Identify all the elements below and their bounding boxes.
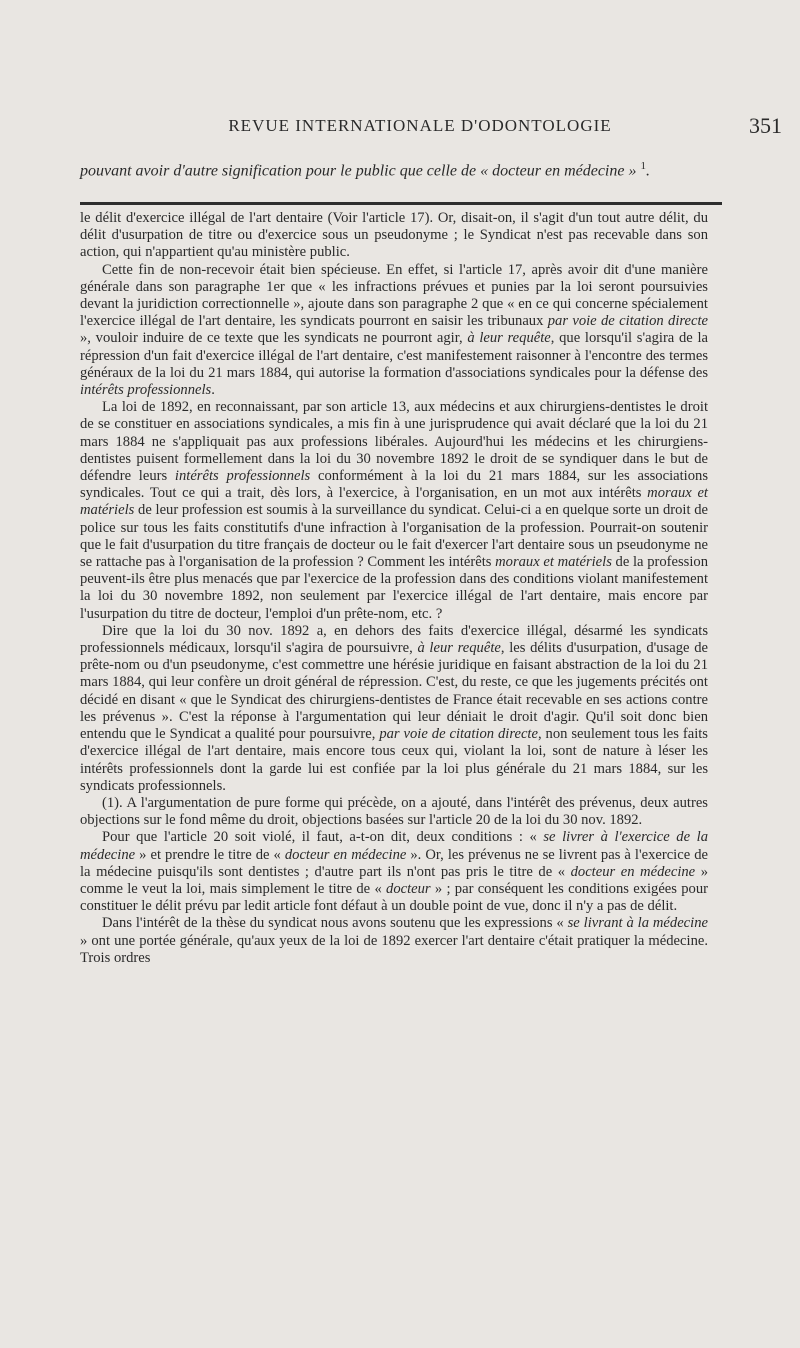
text-run: de leur profession est soumis à la surveillance du syndicat. Celui-ci a en quelque sorte un droit de police sur tous les faits constitutifs d'une infraction à l'organisation de la profession. Pourrait-on soutenir que le fait d'usurpation du titre français de docteur ou le fait d'exercer l'art dentaire sous un pseudonyme ne se rattache pas à l'organisation de la profession ? Comment les intérêts xyxy=(80,502,708,571)
italic-phrase: par voie de citation directe xyxy=(547,313,708,330)
paragraph xyxy=(80,915,708,967)
text-run: , non seulement tous les faits d'exercice illégal de l'art dentaire, mais encore tous ceux qui, violant la loi, sont de nature à léser les intérêts professionnels dont la garde lui est confiée par la loi plus générale du 21 mars 1884, sur les syndicats professionnels. xyxy=(80,726,708,794)
page-number: 351 xyxy=(749,113,782,138)
running-head xyxy=(80,113,782,140)
footnote-continuation xyxy=(80,156,720,181)
text-run: La loi de 1892, en reconnaissant, par son article 13, aux médecins et aux chirurgiens-dentistes le droit de se constituer en associations syndicales, a mis fin à une jurisprudence qui avait déclaré que la loi du 21 mars 1884 ne s'appliquait pas aux professions libérales. Aujourd'hui les médecins et les chirurgiens-dentistes puisent formellement dans la loi du 30 novembre 1892 le droit de se syndiquer dans le but de défendre leurs xyxy=(80,399,708,485)
paragraph xyxy=(80,262,708,400)
text-run: , que lorsqu'il s'agira de la répression d'un fait d'exercice illégal de l'art dentaire, c'est manifestement raisonner à l'encontre des termes généraux de la loi du 21 mars 1884, qui autorise la formation d'associations syndicales pour la défense des xyxy=(80,330,708,381)
paragraph xyxy=(80,623,708,795)
journal-title: REVUE INTERNATIONALE D'ODONTOLOGIE xyxy=(228,116,612,135)
text-run: . xyxy=(211,382,215,399)
text-run: » ont une portée générale, qu'aux yeux de la loi de 1892 exercer l'art dentaire c'était pratiquer la médecine. Trois ordres xyxy=(80,932,708,966)
footnote-end: . xyxy=(645,162,650,180)
text-run: le délit d'exercice illégal de l'art dentaire (Voir l'article 17). Or, disait-on, il s'agit d'un tout autre délit, du délit d'usurpation de titre ou d'exercice sous un pseudonyme ; le Syndicat n'est pas recevable dans son action, qui n'appartient qu'au ministère public. xyxy=(80,210,708,261)
text-run: ». Or, les prévenus ne se livrent pas à l'exercice de la médecine puisqu'ils sont dentistes ; d'autre part ils n'ont pas pris le titre de « xyxy=(80,846,708,880)
italic-phrase: se livrant à la médecine xyxy=(567,915,708,932)
text-run: Dans l'intérêt de la thèse du syndicat nous avons soutenu que les expressions « xyxy=(102,915,568,932)
text-run: (1). A l'argumentation de pure forme qui précède, on a ajouté, dans l'intérêt des prévenus, deux autres objections sur le fond même du droit, objections basées sur l'article 20 de la loi du 30 nov. 1892. xyxy=(80,794,708,829)
footnote-text: pouvant avoir d'autre signification pour le public que celle de « docteur en médecine » xyxy=(80,162,641,180)
text-run: Cette fin de non-recevoir était bien spécieuse. En effet, si l'article 17, après avoir dit d'une manière générale dans son paragraphe 1er que « les infractions prévues et punies par la loi seront poursuivies devant la juridiction correctionnelle », ajoute dans son paragraphe 2 que « en ce qui concerne spécialement l'exercice illégal de l'art dentaire, les syndicats pourront en saisir les tribunaux xyxy=(80,261,708,330)
text-run: » comme le veut la loi, mais simplement le titre de « xyxy=(80,863,709,897)
italic-phrase: moraux et matériels xyxy=(495,554,612,571)
italic-phrase: par voie de citation directe xyxy=(379,726,538,743)
italic-phrase: intérêts professionnels xyxy=(174,468,311,485)
italic-phrase: intérêts professionnels xyxy=(80,382,212,399)
paragraph xyxy=(80,829,708,915)
italic-phrase: à leur requête xyxy=(417,640,501,657)
text-run: conformément à la loi du 21 mars 1884, sur les associations syndicales. Tout ce qui a trait, dès lors, à l'exercice, à l'organisation, en un mot aux intérêts xyxy=(80,468,708,502)
paragraph xyxy=(80,795,708,829)
body-text xyxy=(80,210,708,967)
italic-phrase: moraux et matériels xyxy=(80,485,708,519)
text-run: de la profession peuvent-ils être plus menacés que par l'exercice de la profession dans des conditions violant manifestement la loi du 30 novembre 1892, non seulement par l'exercice illégal de l'art dentaire, mais encore par l'usurpation du titre de docteur, l'emploi d'un prête-nom, etc. ? xyxy=(80,554,708,622)
text-run: , les délits d'usurpation, d'usage de prête-nom ou d'un pseudonyme, c'est commettre une hérésie juridique en faisant abstraction de la loi du 21 mars 1884, qui leur confère un droit général de répression. C'est, du reste, ce que les jugements précités ont décidé en disant « que le Syndicat des chirurgiens-dentistes de France était recevable en ses actions contre les prévenus ». C'est la réponse à l'argumentation qui leur déniait le droit d'agir. Qu'il soit donc bien entendu que le Syndicat a qualité pour poursuivre, xyxy=(80,640,708,743)
text-run: » et prendre le titre de « xyxy=(135,846,285,863)
text-run: Dire que la loi du 30 nov. 1892 a, en dehors des faits d'exercice illégal, désarmé les syndicats professionnels médicaux, lorsqu'il s'agira de poursuivre, xyxy=(80,622,708,657)
paragraph xyxy=(80,399,708,623)
footnote-marker: 1 xyxy=(640,160,646,172)
text-run: Pour que l'article 20 soit violé, il faut, a-t-on dit, deux conditions : « xyxy=(102,829,544,846)
text-run: », vouloir induire de ce texte que les syndicats ne pourront agir, xyxy=(80,330,468,347)
italic-phrase: docteur en médecine xyxy=(570,863,696,880)
italic-phrase: docteur xyxy=(386,880,431,897)
text-run: » ; par conséquent les conditions exigées pour constituer le délit prévu par ledit article font défaut à un double point de vue, donc il n'y a pas de délit. xyxy=(80,880,708,915)
italic-phrase: à leur requête xyxy=(467,330,551,347)
separator-rule xyxy=(80,202,722,205)
italic-phrase: se livrer à l'exercice de la médecine xyxy=(80,829,708,863)
italic-phrase: docteur en médecine xyxy=(284,846,407,863)
paragraph xyxy=(80,210,708,262)
